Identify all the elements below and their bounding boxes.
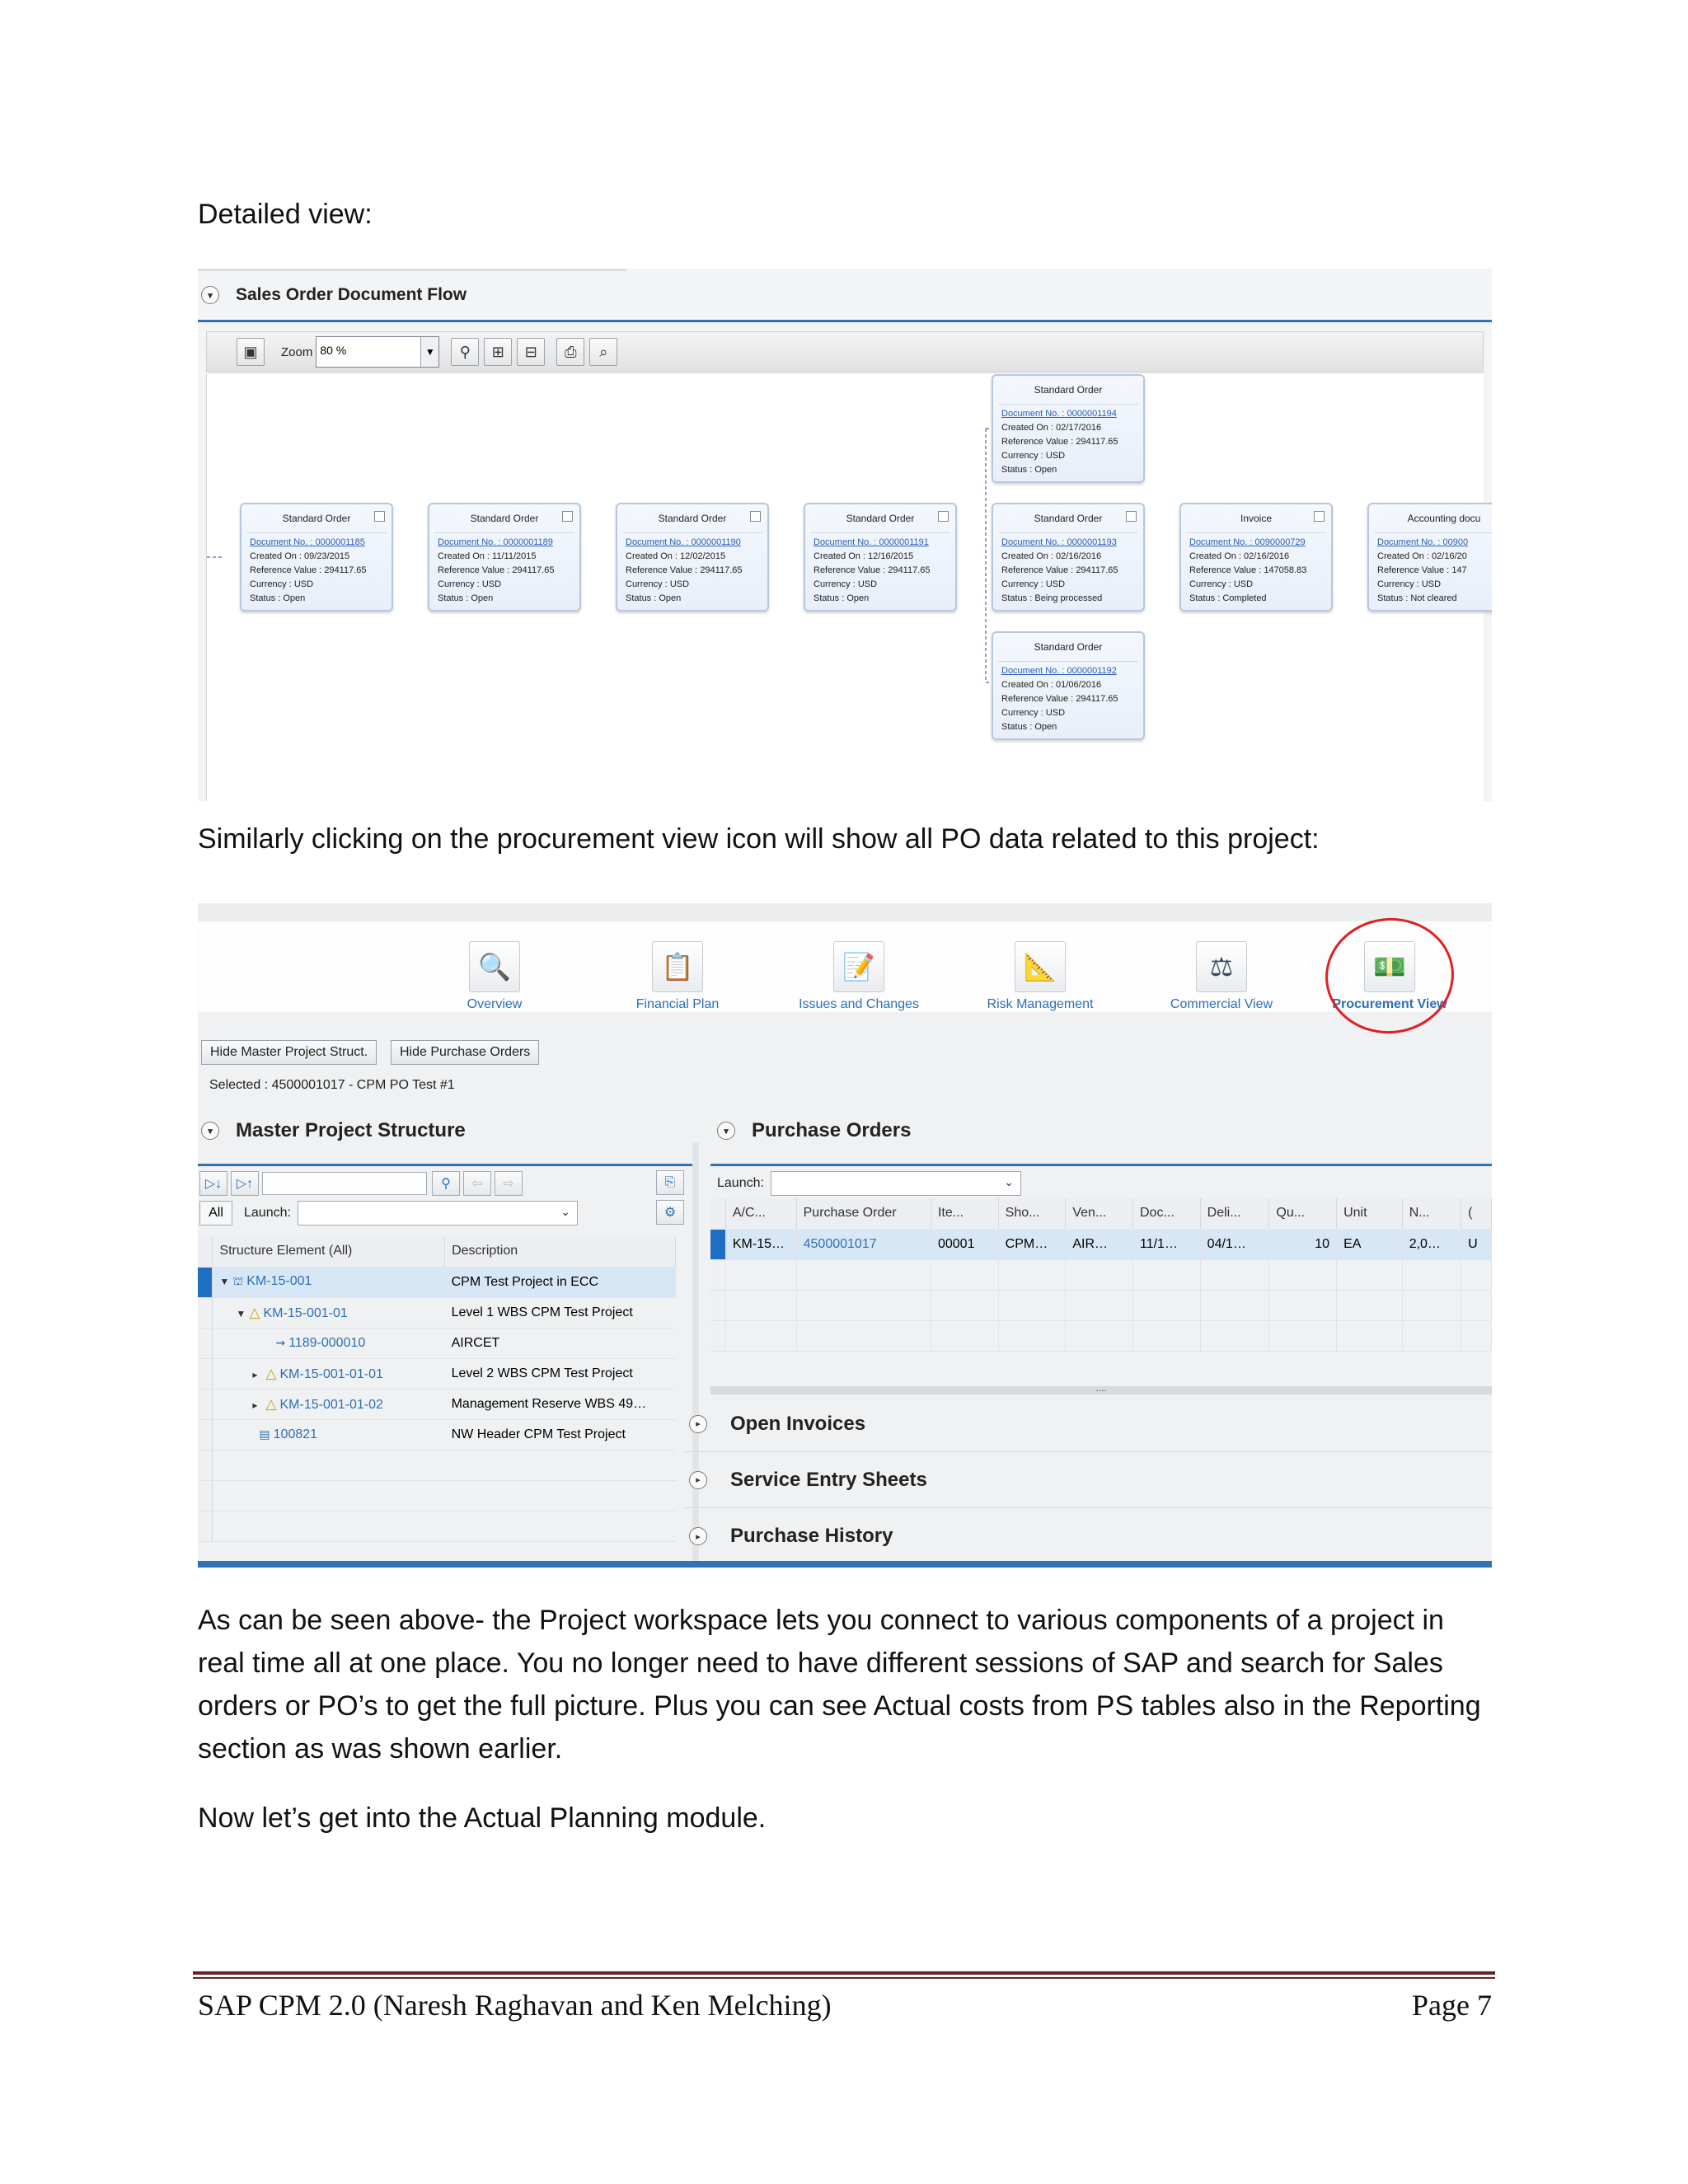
bottom-status-bar bbox=[198, 1561, 1492, 1568]
po-launch-label: Launch: bbox=[717, 1176, 764, 1190]
node-doc-link[interactable]: Document No. : 0090000729 bbox=[1189, 537, 1306, 547]
binoculars-icon[interactable]: ⚲ bbox=[451, 338, 479, 366]
hide-purchase-orders-button[interactable]: Hide Purchase Orders bbox=[391, 1040, 539, 1065]
table-row[interactable]: ⇝ 1189-000010 AIRCET bbox=[198, 1328, 676, 1358]
expand-chevron-icon[interactable]: ▸ bbox=[689, 1471, 707, 1489]
document-flow-title: Sales Order Document Flow bbox=[236, 285, 467, 304]
all-filter-select[interactable]: All bbox=[199, 1201, 232, 1226]
node-doc-link[interactable]: Document No. : 00900 bbox=[1377, 537, 1469, 547]
master-structure-header[interactable] bbox=[201, 1119, 466, 1142]
table-resize-handle[interactable]: .... bbox=[710, 1386, 1492, 1394]
arrow-right-icon[interactable]: ⇨ bbox=[495, 1171, 523, 1196]
checkbox-icon[interactable] bbox=[562, 511, 573, 522]
print-preview-icon[interactable]: ⌕ bbox=[589, 338, 617, 366]
checkbox-icon[interactable] bbox=[1126, 511, 1137, 522]
expand-down-icon[interactable]: ▼ bbox=[236, 1307, 246, 1319]
sort-descending-icon[interactable]: ▷↓ bbox=[199, 1171, 227, 1196]
footer-title: SAP CPM 2.0 (Naresh Raghavan and Ken Melching) bbox=[198, 1989, 832, 2022]
checkbox-icon[interactable] bbox=[374, 511, 385, 522]
table-row[interactable]: ▸ △ KM-15-001-01-01 Level 2 WBS CPM Test Project bbox=[198, 1358, 676, 1389]
document-flow-header[interactable] bbox=[201, 285, 467, 305]
node-doc-link[interactable]: Document No. : 0000001194 bbox=[1001, 409, 1117, 419]
flow-node[interactable]: Standard Order Document No. : 0000001185 Created On : 09/23/2015 Reference Value : 294117.65 Currency : USD Status : Open bbox=[240, 503, 393, 612]
tab-financial-plan[interactable]: 📋 Financial Plan bbox=[603, 941, 752, 1012]
node-title: Standard Order bbox=[1034, 641, 1103, 653]
node-doc-link[interactable]: Document No. : 0000001191 bbox=[814, 537, 929, 547]
flow-node[interactable]: Invoice Document No. : 0090000729 Created On : 02/16/2016 Reference Value : 147058.83 Currency : USD Status : Completed bbox=[1179, 503, 1333, 612]
banknote-icon: 💵 bbox=[1364, 941, 1415, 992]
checkbox-icon[interactable] bbox=[1314, 511, 1325, 522]
activity-network-icon: ⇝ bbox=[275, 1335, 286, 1349]
table-row[interactable]: ▼ ⛫ KM-15-001 CPM Test Project in ECC bbox=[198, 1267, 676, 1297]
expand-right-icon[interactable]: ▸ bbox=[252, 1399, 258, 1411]
table-row[interactable]: ▤ 100821 NW Header CPM Test Project bbox=[198, 1419, 676, 1450]
expand-down-icon[interactable]: ▼ bbox=[219, 1276, 230, 1287]
checkbox-icon[interactable] bbox=[750, 511, 761, 522]
tab-overview[interactable]: 🔍 Overview bbox=[420, 941, 569, 1012]
paragraph-next: Now let’s get into the Actual Planning module. bbox=[198, 1802, 767, 1834]
warning-triangle-icon: △ bbox=[265, 1365, 277, 1381]
arrow-left-icon[interactable]: ⇦ bbox=[463, 1171, 491, 1196]
flow-canvas bbox=[206, 374, 1484, 801]
person-settings-icon[interactable]: ⚙ bbox=[656, 1200, 684, 1225]
flow-node[interactable]: Standard Order Document No. : 0000001193 Created On : 02/16/2016 Reference Value : 294117.65 Currency : USD Status : Being processed bbox=[992, 503, 1145, 612]
po-rule bbox=[710, 1164, 1492, 1166]
mps-rule bbox=[198, 1164, 692, 1166]
flow-node[interactable]: Standard Order Document No. : 0000001194 Created On : 02/17/2016 Reference Value : 294117.65 Currency : USD Status : Open bbox=[992, 374, 1145, 483]
node-title: Accounting docu bbox=[1407, 513, 1481, 524]
node-doc-link[interactable]: Document No. : 0000001185 bbox=[250, 537, 365, 547]
flow-toolbar bbox=[206, 331, 1484, 373]
export-icon[interactable]: ⎘ bbox=[656, 1170, 684, 1195]
tab-procurement-view[interactable]: 💵 Procurement View bbox=[1315, 941, 1464, 1012]
clipboard-pen-icon: 📋 bbox=[652, 941, 703, 992]
node-doc-link[interactable]: Document No. : 0000001193 bbox=[1001, 537, 1117, 547]
purchase-orders-title: Purchase Orders bbox=[752, 1119, 912, 1141]
node-title: Standard Order bbox=[470, 513, 539, 524]
scale-coin-icon: ⚖ bbox=[1196, 941, 1247, 992]
table-row[interactable]: ▼ △ KM-15-001-01 Level 1 WBS CPM Test Project bbox=[198, 1297, 676, 1328]
node-title: Standard Order bbox=[658, 513, 727, 524]
collapse-chevron-icon[interactable]: ▾ bbox=[201, 1122, 219, 1140]
expand-tree-icon[interactable]: ⊞ bbox=[484, 338, 512, 366]
po-toolbar bbox=[717, 1167, 1021, 1200]
binoculars-icon[interactable]: ⚲ bbox=[432, 1171, 460, 1196]
tab-issues-and-changes[interactable]: 📝 Issues and Changes bbox=[785, 941, 933, 1012]
collapse-chevron-icon[interactable]: ▾ bbox=[201, 286, 219, 304]
expand-right-icon[interactable]: ▸ bbox=[252, 1368, 258, 1380]
flow-node[interactable]: Standard Order Document No. : 0000001190 Created On : 12/02/2015 Reference Value : 294117.65 Currency : USD Status : Open bbox=[616, 503, 769, 612]
node-title: Invoice bbox=[1240, 513, 1273, 524]
list-pen-icon: 📝 bbox=[833, 941, 884, 992]
expand-chevron-icon[interactable]: ▸ bbox=[689, 1527, 707, 1545]
project-hierarchy-icon: ⛫ bbox=[232, 1274, 244, 1287]
node-doc-link[interactable]: Document No. : 0000001189 bbox=[438, 537, 553, 547]
sort-ascending-icon[interactable]: ▷↑ bbox=[231, 1171, 259, 1196]
mps-launch-label: Launch: bbox=[244, 1206, 291, 1220]
node-title: Standard Order bbox=[1034, 384, 1103, 396]
po-launch-select[interactable] bbox=[771, 1171, 1021, 1196]
paragraph-summary: As can be seen above- the Project workspace lets you connect to various components of a project in real time all at one place. You no longer need to have different sessions of SAP and search for Sales orders or PO’s to get the full picture. Plus you can see Actual costs from PS tables also in the Reporting section as was shown earlier. bbox=[198, 1605, 1481, 1765]
network-header-icon: ▤ bbox=[259, 1427, 270, 1441]
master-structure-title: Master Project Structure bbox=[236, 1119, 466, 1141]
procurement-screenshot bbox=[198, 903, 1492, 1568]
node-title: Standard Order bbox=[282, 513, 351, 524]
service-entry-sheets-section[interactable]: ▸ Service Entry Sheets bbox=[684, 1452, 1492, 1508]
heading-detailed-view: Detailed view: bbox=[198, 199, 373, 230]
chevron-down-icon: ⌄ bbox=[560, 1205, 570, 1218]
hide-master-structure-button[interactable]: Hide Master Project Struct. bbox=[201, 1040, 377, 1065]
magnifier-chart-icon: 🔍 bbox=[469, 941, 520, 992]
footer-rule bbox=[193, 1971, 1495, 1975]
paragraph-procurement: Similarly clicking on the procurement view icon will show all PO data related to this project: bbox=[198, 823, 1320, 855]
purchase-orders-header[interactable] bbox=[717, 1119, 911, 1142]
node-title: Standard Order bbox=[1034, 513, 1103, 524]
flow-node[interactable]: Standard Order Document No. : 0000001191 Created On : 12/16/2015 Reference Value : 294117.65 Currency : USD Status : Open bbox=[804, 503, 957, 612]
table-row[interactable]: ▸ △ KM-15-001-01-02 Management Reserve WBS 49… bbox=[198, 1389, 676, 1419]
mps-toolbar bbox=[199, 1167, 526, 1200]
table-row[interactable]: KM-15… 4500001017 00001 CPM… AIR… 11/1… 04/1… 10 EA 2,0… U bbox=[710, 1229, 1492, 1259]
mps-filter-row bbox=[199, 1197, 578, 1230]
node-doc-link[interactable]: Document No. : 0000001190 bbox=[626, 537, 741, 547]
select-all-icon[interactable] bbox=[710, 1198, 725, 1229]
col-structure-element[interactable]: Structure Element (All) bbox=[213, 1236, 445, 1267]
zoom-label: Zoom bbox=[281, 344, 313, 359]
warning-triangle-icon: △ bbox=[249, 1304, 260, 1320]
checkbox-icon[interactable] bbox=[938, 511, 949, 522]
warning-triangle-icon: △ bbox=[265, 1395, 277, 1412]
purchase-history-section[interactable]: ▸ Purchase History bbox=[684, 1508, 1492, 1564]
tab-risk-management[interactable]: 📐 Risk Management bbox=[966, 941, 1114, 1012]
mps-launch-select[interactable] bbox=[298, 1201, 578, 1226]
flow-node[interactable]: Standard Order Document No. : 0000001189 Created On : 11/11/2015 Reference Value : 294117.65 Currency : USD Status : Open bbox=[428, 503, 581, 612]
collapse-tree-icon[interactable]: ⊟ bbox=[517, 338, 545, 366]
workspace-tabs bbox=[198, 921, 1492, 1012]
zoom-select[interactable] bbox=[316, 336, 439, 368]
collapse-chevron-icon[interactable]: ▾ bbox=[717, 1122, 735, 1140]
flow-node[interactable]: Accounting docu Document No. : 00900 Created On : 02/16/20 Reference Value : 147 Currency : USD Status : Not cleared bbox=[1367, 503, 1492, 612]
chevron-down-icon: ⌄ bbox=[1004, 1175, 1014, 1188]
selected-item-text: Selected : 4500001017 - CPM PO Test #1 bbox=[209, 1078, 455, 1092]
chevron-down-icon[interactable]: ▼ bbox=[420, 337, 438, 367]
node-doc-link[interactable]: Document No. : 0000001192 bbox=[1001, 666, 1117, 676]
top-divider bbox=[198, 269, 626, 271]
layout-icon[interactable]: ▣ bbox=[237, 338, 265, 366]
purchase-orders-table: A/C... Purchase Order Ite... Sho... Ven... Doc... Deli... Qu... Unit N... ( KM-15… 4500001017 00001 CPM… AIR… 11/1… 04/1… 10 EA 2,0… U bbox=[710, 1198, 1492, 1352]
node-title: Standard Order bbox=[846, 513, 915, 524]
open-invoices-section[interactable]: ▸ Open Invoices bbox=[684, 1396, 1492, 1452]
section-rule bbox=[198, 320, 1492, 322]
flow-node[interactable]: Standard Order Document No. : 0000001192 Created On : 01/06/2016 Reference Value : 294117.65 Currency : USD Status : Open bbox=[992, 631, 1145, 740]
mps-table bbox=[198, 1236, 676, 1542]
page-number: Page 7 bbox=[1412, 1989, 1492, 2022]
expand-chevron-icon[interactable]: ▸ bbox=[689, 1415, 707, 1433]
document-ruler-icon: 📐 bbox=[1015, 941, 1066, 992]
zoom-value: 80 % bbox=[320, 344, 347, 357]
col-description[interactable]: Description bbox=[445, 1236, 676, 1267]
tab-commercial-view[interactable]: ⚖ Commercial View bbox=[1147, 941, 1296, 1012]
mps-search-input[interactable] bbox=[262, 1172, 427, 1195]
document-flow-screenshot bbox=[198, 269, 1492, 801]
print-icon[interactable]: ⎙ bbox=[556, 338, 584, 366]
